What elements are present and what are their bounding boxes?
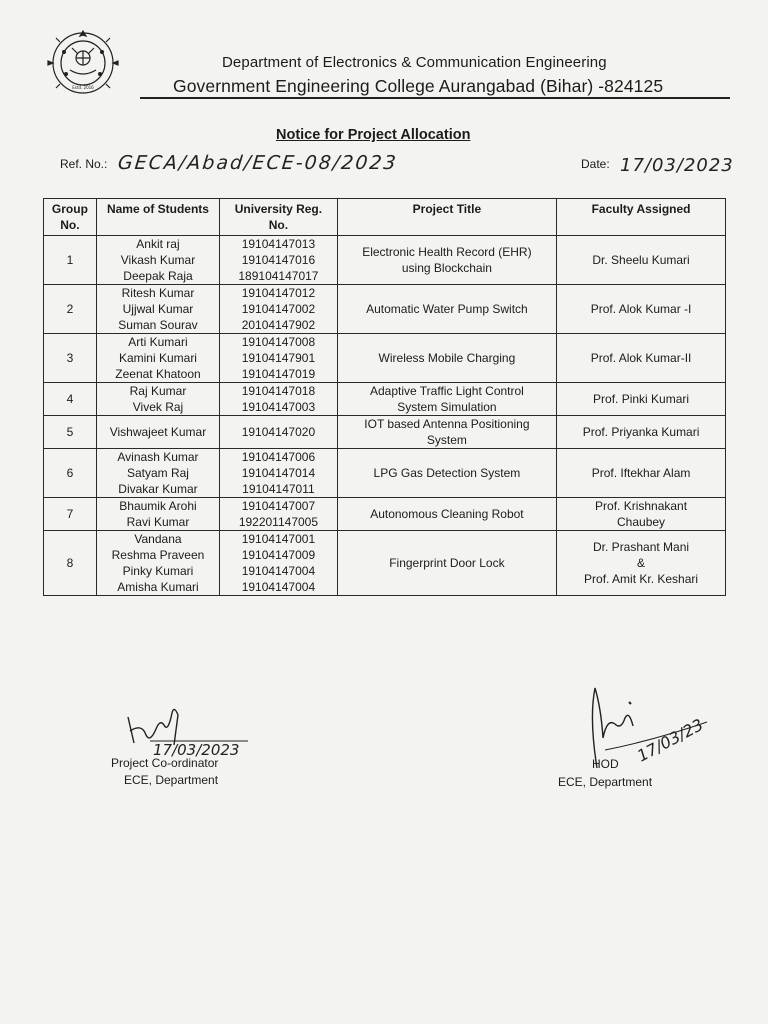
svg-text:Estd. 2016: Estd. 2016	[72, 85, 94, 90]
student-names: Bhaumik Arohi Ravi Kumar	[96, 498, 219, 531]
hod-dept: ECE, Department	[558, 775, 653, 789]
table-row	[44, 334, 726, 383]
group-number: 7	[44, 498, 97, 531]
header-group-no: Group No.	[44, 199, 97, 236]
reg-numbers: 19104147020	[220, 416, 338, 449]
student-names: Ritesh Kumar Ujjwal Kumar Suman Sourav	[96, 285, 219, 334]
faculty-assigned: Prof. Iftekhar Alam	[557, 449, 726, 498]
coordinator-signature	[120, 705, 250, 760]
group-number: 3	[44, 334, 97, 383]
header-student-names: Name of Students	[96, 199, 219, 236]
notice-title: Notice for Project Allocation	[276, 127, 471, 143]
table-row	[44, 383, 726, 416]
project-title: LPG Gas Detection System	[337, 449, 556, 498]
student-names: Raj Kumar Vivek Raj	[96, 383, 219, 416]
header-faculty: Faculty Assigned	[557, 199, 726, 236]
project-title: IOT based Antenna Positioning System	[337, 416, 556, 449]
group-number: 4	[44, 383, 97, 416]
department-name: Department of Electronics & Communication Engineering	[222, 54, 607, 71]
project-title: Adaptive Traffic Light Control System Simulation	[337, 383, 556, 416]
group-number: 6	[44, 449, 97, 498]
faculty-assigned: Prof. Alok Kumar-II	[557, 334, 726, 383]
table-row	[44, 416, 726, 449]
college-seal-icon	[42, 28, 124, 98]
project-title: Fingerprint Door Lock	[337, 531, 556, 596]
project-title: Wireless Mobile Charging	[337, 334, 556, 383]
table-row	[44, 449, 726, 498]
student-names: Arti Kumari Kamini Kumari Zeenat Khatoon	[96, 334, 219, 383]
reg-numbers: 19104147012 19104147002 20104147902	[220, 285, 338, 334]
svg-text:17/03/2023: 17/03/2023	[153, 741, 240, 759]
coordinator-role: Project Co-ordinator	[111, 756, 219, 770]
reg-numbers: 19104147006 19104147014 19104147011	[220, 449, 338, 498]
date-label: Date:	[581, 157, 610, 171]
college-name: Government Engineering College Aurangabad (Bihar) -824125	[173, 76, 664, 96]
group-number: 5	[44, 416, 97, 449]
reg-numbers: 19104147008 19104147901 19104147019	[220, 334, 338, 383]
faculty-assigned: Prof. Krishnakant Chaubey	[557, 498, 726, 531]
reg-numbers: 19104147018 19104147003	[220, 383, 338, 416]
group-number: 8	[44, 531, 97, 596]
project-title: Autonomous Cleaning Robot	[337, 498, 556, 531]
student-names: Vishwajeet Kumar	[96, 416, 219, 449]
faculty-assigned: Dr. Sheelu Kumari	[557, 236, 726, 285]
table-row	[44, 285, 726, 334]
student-names: Ankit raj Vikash Kumar Deepak Raja	[96, 236, 219, 285]
faculty-assigned: Prof. Priyanka Kumari	[557, 416, 726, 449]
ref-label: Ref. No.:	[60, 157, 108, 171]
date-value: 17/03/2023	[620, 155, 734, 176]
allocation-table	[43, 198, 726, 596]
table-row	[44, 236, 726, 285]
faculty-assigned: Prof. Pinki Kumari	[557, 383, 726, 416]
header-reg-no: University Reg. No.	[220, 199, 338, 236]
group-number: 2	[44, 285, 97, 334]
project-title: Automatic Water Pump Switch	[337, 285, 556, 334]
table-row	[44, 498, 726, 531]
faculty-assigned: Prof. Alok Kumar -I	[557, 285, 726, 334]
faculty-assigned: Dr. Prashant Mani & Prof. Amit Kr. Keshari	[557, 531, 726, 596]
reg-numbers: 19104147013 19104147016 189104147017	[220, 236, 338, 285]
hod-role: HOD	[592, 757, 619, 771]
table-header-row	[44, 199, 726, 236]
table-row	[44, 531, 726, 596]
reg-numbers: 19104147001 19104147009 19104147004 19104147004	[220, 531, 338, 596]
header-divider	[140, 97, 730, 99]
group-number: 1	[44, 236, 97, 285]
student-names: Avinash Kumar Satyam Raj Divakar Kumar	[96, 449, 219, 498]
coordinator-dept: ECE, Department	[124, 773, 219, 787]
ref-number: GECA/Abad/ECE-08/2023	[116, 152, 399, 174]
header-project-title: Project Title	[337, 199, 556, 236]
student-names: Vandana Reshma Praveen Pinky Kumari Amisha Kumari	[96, 531, 219, 596]
reg-numbers: 19104147007 192201147005	[220, 498, 338, 531]
project-title: Electronic Health Record (EHR) using Blockchain	[337, 236, 556, 285]
svg-text:17/03/23: 17/03/23	[633, 715, 707, 766]
